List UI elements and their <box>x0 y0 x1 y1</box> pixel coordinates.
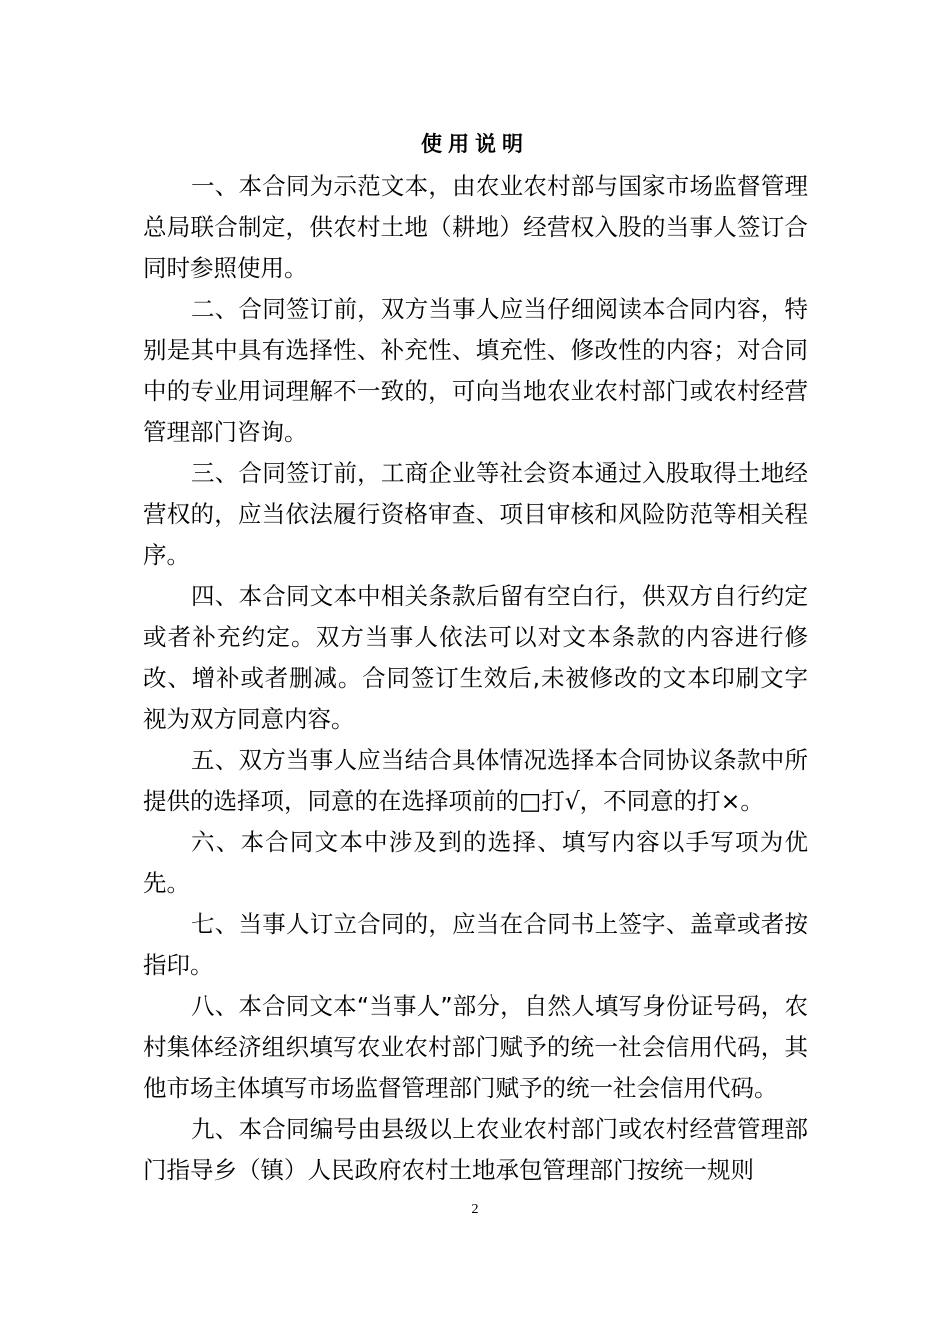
document-body <box>143 166 808 1191</box>
paragraph-2: 二、合同签订前，双方当事人应当仔细阅读本合同内容，特别是其中具有选择性、补充性、填充性、修改性的内容；对合同中的专业用词理解不一致的，可向当地农业农村部门或农村经营管理部门咨询。 <box>143 295 808 446</box>
page-title: 使用说明 <box>421 132 529 156</box>
paragraph-6: 六、本合同文本中涉及到的选择、填写内容以手写项为优先。 <box>143 828 808 897</box>
paragraph-9: 九、本合同编号由县级以上农业农村部门或农村经营管理部门指导乡（镇）人民政府农村土地承包管理部门按统一规则 <box>143 1115 808 1184</box>
paragraph-7: 七、当事人订立合同的，应当在合同书上签字、盖章或者按指印。 <box>143 910 808 979</box>
paragraph-4: 四、本合同文本中相关条款后留有空白行，供双方自行约定或者补充约定。双方当事人依法可以对文本条款的内容进行修改、增补或者删减。合同签订生效后,未被修改的文本印刷文字视为双方同意内容。 <box>143 582 808 733</box>
paragraph-1: 一、本合同为示范文本，由农业农村部与国家市场监督管理总局联合制定，供农村土地（耕地）经营权入股的当事人签订合同时参照使用。 <box>143 172 808 282</box>
paragraph-5: 五、双方当事人应当结合具体情况选择本合同协议条款中所提供的选择项，同意的在选择项前的□打√，不同意的打×。 <box>143 746 808 815</box>
page-number: 2 <box>471 1202 479 1217</box>
paragraph-3: 三、合同签订前，工商企业等社会资本通过入股取得土地经营权的，应当依法履行资格审查、项目审核和风险防范等相关程序。 <box>143 459 808 569</box>
paragraph-8: 八、本合同文本“当事人”部分，自然人填写身份证号码，农村集体经济组织填写农业农村部门赋予的统一社会信用代码，其他市场主体填写市场监督管理部门赋予的统一社会信用代码。 <box>143 992 808 1102</box>
